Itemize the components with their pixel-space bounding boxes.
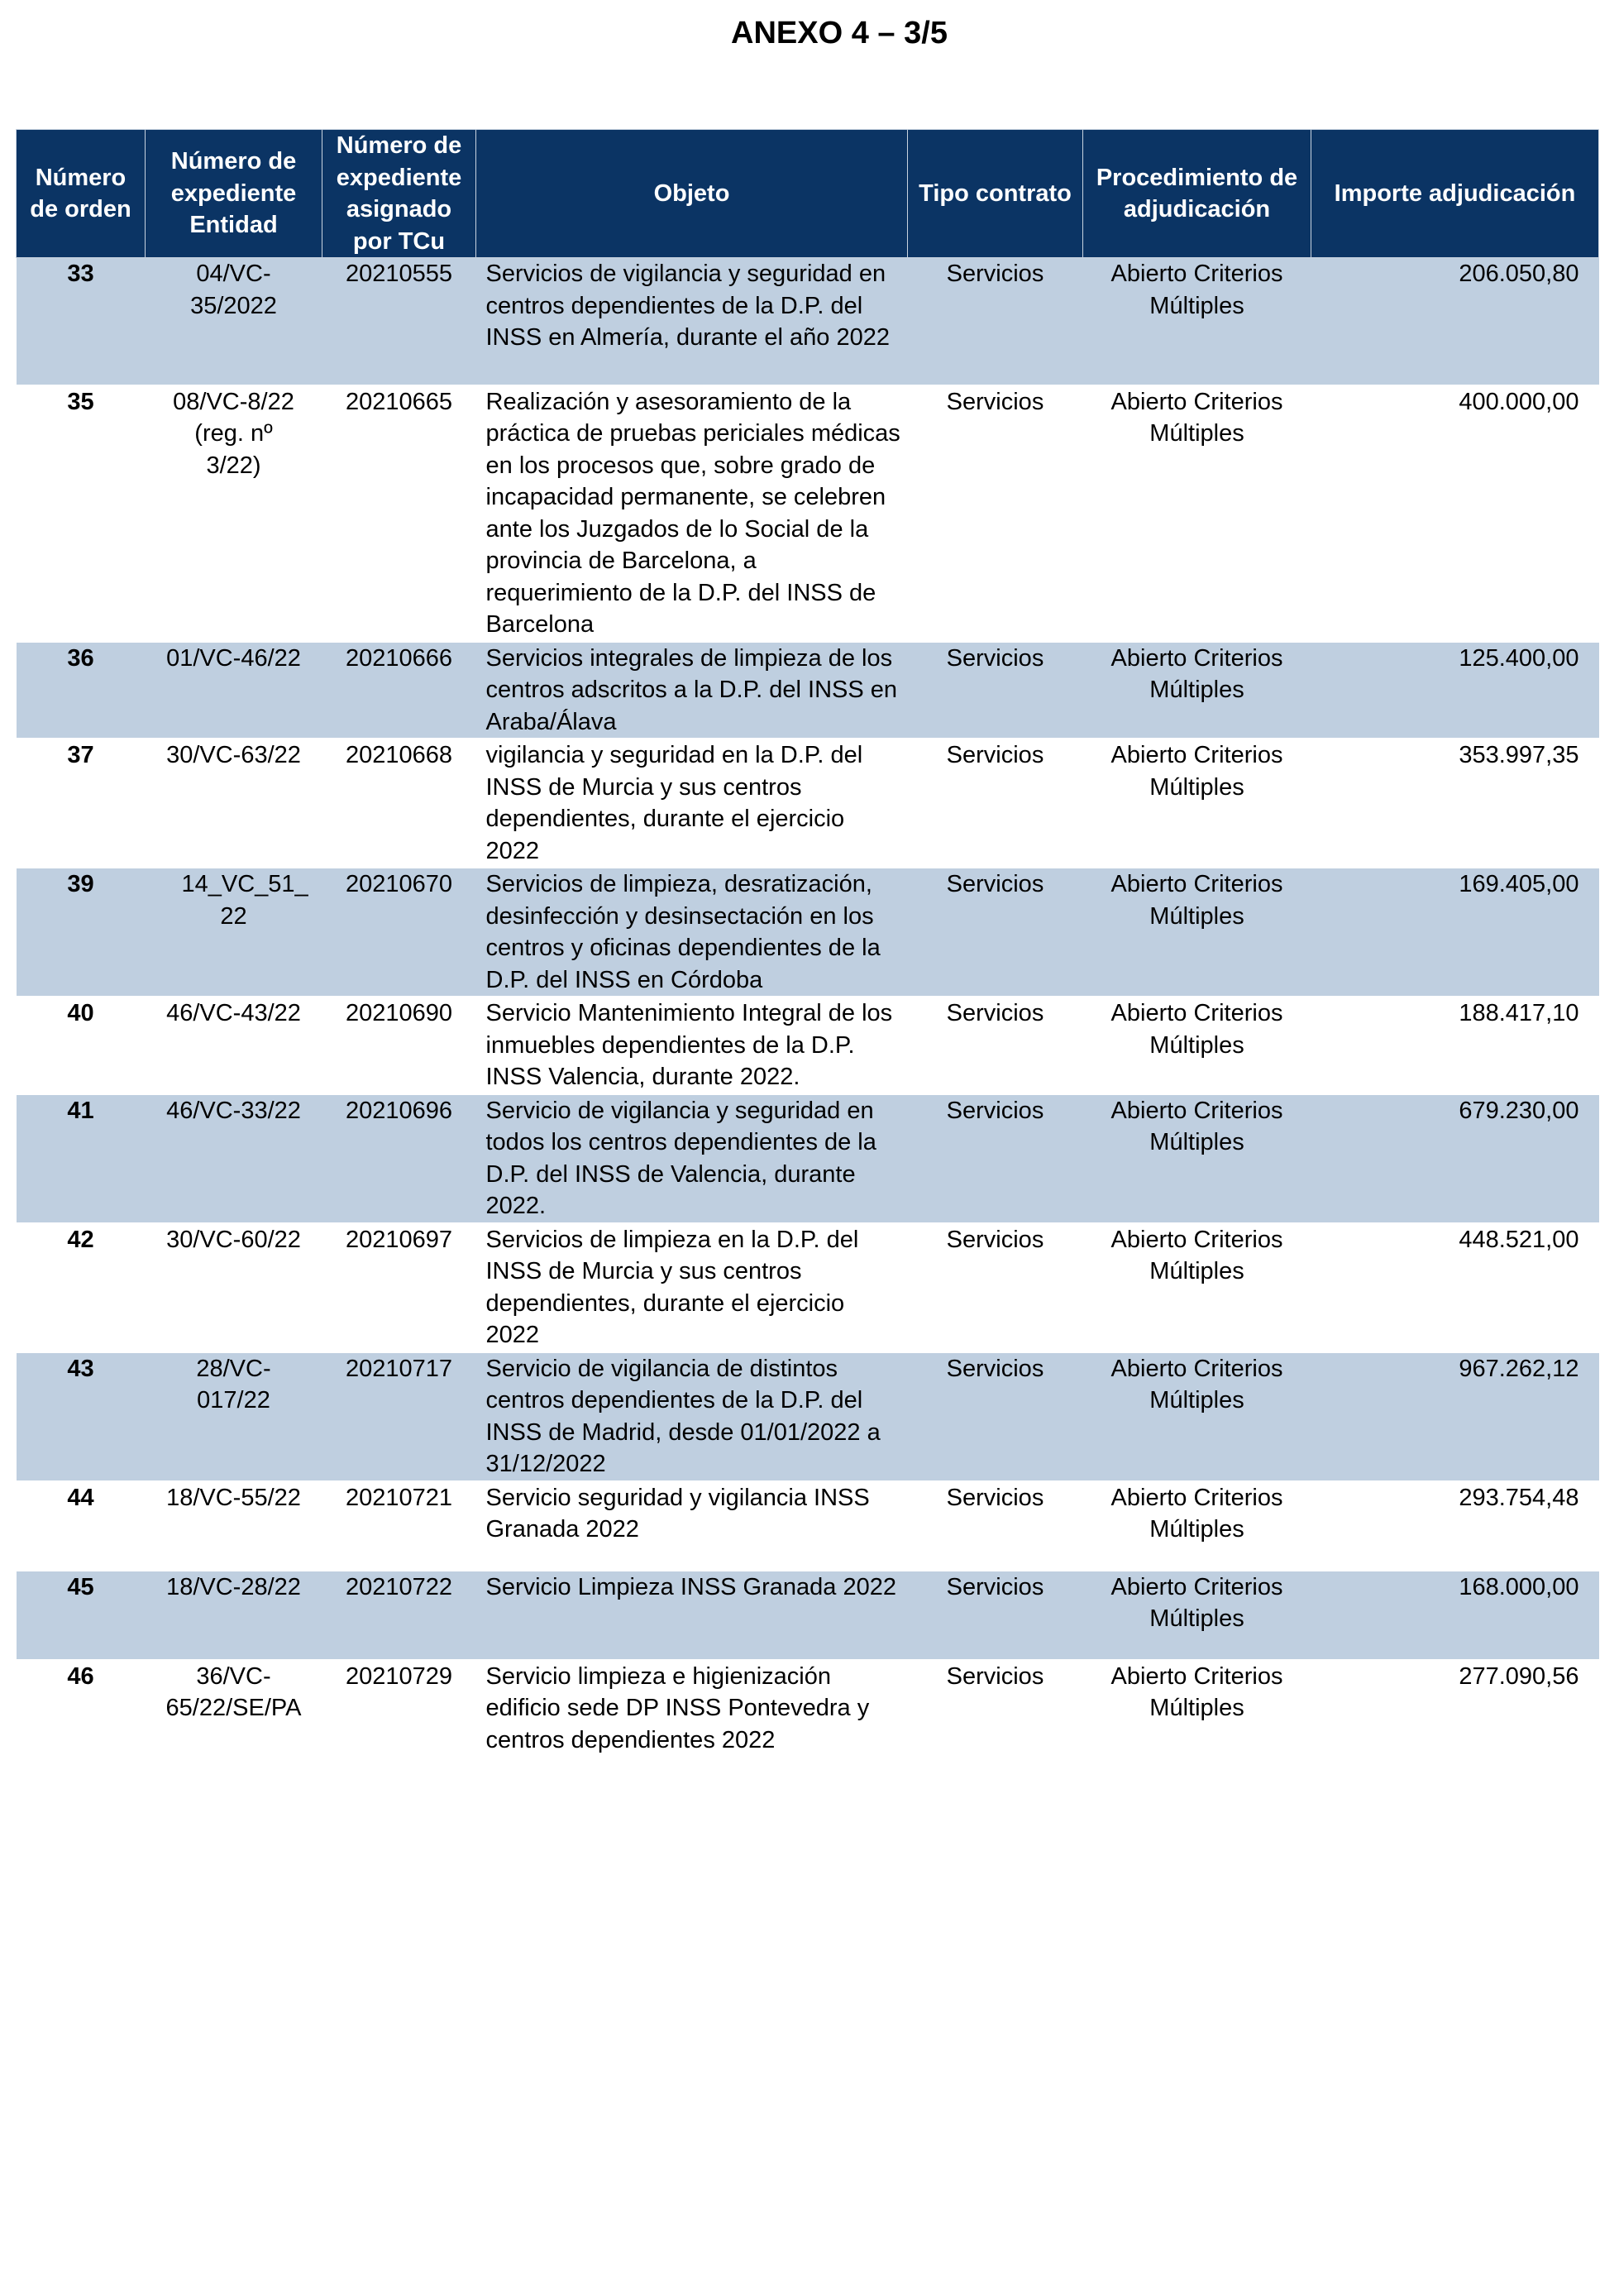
page-title: ANEXO 4 – 3/5 xyxy=(731,16,948,50)
header-orden: Número de orden xyxy=(17,130,146,258)
cell-procedimiento: Abierto Criterios Múltiples xyxy=(1083,997,1311,1094)
cell-tipo: Servicios xyxy=(908,385,1083,642)
contracts-table xyxy=(16,129,1599,1760)
cell-tcu: 20210717 xyxy=(322,1352,476,1481)
cell-orden: 45 xyxy=(17,1571,146,1660)
cell-procedimiento: Abierto Criterios Múltiples xyxy=(1083,739,1311,868)
cell-expediente: 36/VC-65/22/SE/PA xyxy=(146,1660,322,1759)
cell-expediente: 18/VC-28/22 xyxy=(146,1571,322,1660)
header-importe: Importe adjudicación xyxy=(1311,130,1599,258)
cell-orden: 44 xyxy=(17,1481,146,1571)
cell-procedimiento: Abierto Criterios Múltiples xyxy=(1083,1223,1311,1352)
cell-importe: 169.405,00 xyxy=(1311,868,1599,997)
cell-tcu: 20210729 xyxy=(322,1660,476,1759)
cell-importe: 353.997,35 xyxy=(1311,739,1599,868)
cell-orden: 46 xyxy=(17,1660,146,1759)
cell-importe: 293.754,48 xyxy=(1311,1481,1599,1571)
cell-orden: 43 xyxy=(17,1352,146,1481)
cell-tcu: 20210668 xyxy=(322,739,476,868)
cell-expediente: 28/VC-017/22 xyxy=(146,1352,322,1481)
cell-objeto: Servicio limpieza e higienización edificio sede DP INSS Pontevedra y centros dependientes 2022 xyxy=(476,1660,908,1759)
cell-orden: 39 xyxy=(17,868,146,997)
cell-objeto: Servicio seguridad y vigilancia INSS Granada 2022 xyxy=(476,1481,908,1571)
cell-importe: 277.090,56 xyxy=(1311,1660,1599,1759)
cell-orden: 37 xyxy=(17,739,146,868)
cell-objeto: Servicio Mantenimiento Integral de los inmuebles dependientes de la D.P. INSS Valencia, durante 2022. xyxy=(476,997,908,1094)
cell-tipo: Servicios xyxy=(908,258,1083,385)
cell-objeto: Servicios de vigilancia y seguridad en centros dependientes de la D.P. del INSS en Almería, durante el año 2022 xyxy=(476,258,908,385)
table-row xyxy=(17,1352,1599,1481)
cell-tcu: 20210721 xyxy=(322,1481,476,1571)
cell-procedimiento: Abierto Criterios Múltiples xyxy=(1083,642,1311,739)
cell-importe: 206.050,80 xyxy=(1311,258,1599,385)
cell-orden: 35 xyxy=(17,385,146,642)
cell-objeto: Servicios integrales de limpieza de los centros adscritos a la D.P. del INSS en Araba/Álava xyxy=(476,642,908,739)
cell-orden: 36 xyxy=(17,642,146,739)
table-row xyxy=(17,1571,1599,1660)
header-tcu: Número de expediente asignado por TCu xyxy=(322,130,476,258)
cell-procedimiento: Abierto Criterios Múltiples xyxy=(1083,1660,1311,1759)
cell-tcu: 20210665 xyxy=(322,385,476,642)
table-row xyxy=(17,642,1599,739)
table-row xyxy=(17,997,1599,1094)
table-row xyxy=(17,739,1599,868)
cell-expediente: 04/VC-35/2022 xyxy=(146,258,322,385)
cell-tcu: 20210666 xyxy=(322,642,476,739)
cell-expediente: 14_VC_51_ 22 xyxy=(146,868,322,997)
cell-tipo: Servicios xyxy=(908,1352,1083,1481)
cell-importe: 168.000,00 xyxy=(1311,1571,1599,1660)
cell-tcu: 20210696 xyxy=(322,1094,476,1223)
cell-expediente: 08/VC-8/22 (reg. nº 3/22) xyxy=(146,385,322,642)
cell-tipo: Servicios xyxy=(908,997,1083,1094)
cell-objeto: Servicio de vigilancia de distintos centros dependientes de la D.P. del INSS de Madrid, desde 01/01/2022 a 31/12/2022 xyxy=(476,1352,908,1481)
header-expediente: Número de expediente Entidad xyxy=(146,130,322,258)
cell-objeto: Servicio Limpieza INSS Granada 2022 xyxy=(476,1571,908,1660)
cell-objeto: vigilancia y seguridad en la D.P. del INSS de Murcia y sus centros dependientes, durante el ejercicio 2022 xyxy=(476,739,908,868)
header-objeto: Objeto xyxy=(476,130,908,258)
cell-tipo: Servicios xyxy=(908,1223,1083,1352)
cell-expediente: 30/VC-60/22 xyxy=(146,1223,322,1352)
table-row xyxy=(17,868,1599,997)
cell-importe: 967.262,12 xyxy=(1311,1352,1599,1481)
cell-procedimiento: Abierto Criterios Múltiples xyxy=(1083,1571,1311,1660)
cell-orden: 41 xyxy=(17,1094,146,1223)
cell-objeto: Servicios de limpieza, desratización, desinfección y desinsectación en los centros y oficinas dependientes de la D.P. del INSS en Córdoba xyxy=(476,868,908,997)
cell-tipo: Servicios xyxy=(908,1571,1083,1660)
header-tipo: Tipo contrato xyxy=(908,130,1083,258)
cell-orden: 33 xyxy=(17,258,146,385)
cell-tipo: Servicios xyxy=(908,642,1083,739)
cell-orden: 40 xyxy=(17,997,146,1094)
cell-tipo: Servicios xyxy=(908,739,1083,868)
cell-importe: 125.400,00 xyxy=(1311,642,1599,739)
cell-expediente: 18/VC-55/22 xyxy=(146,1481,322,1571)
cell-procedimiento: Abierto Criterios Múltiples xyxy=(1083,1352,1311,1481)
cell-tcu: 20210555 xyxy=(322,258,476,385)
cell-expediente: 46/VC-33/22 xyxy=(146,1094,322,1223)
header-procedimiento: Procedimiento de adjudicación xyxy=(1083,130,1311,258)
cell-tipo: Servicios xyxy=(908,868,1083,997)
table-row xyxy=(17,1660,1599,1759)
table-row xyxy=(17,1481,1599,1571)
cell-objeto: Servicio de vigilancia y seguridad en todos los centros dependientes de la D.P. del INSS de Valencia, durante 2022. xyxy=(476,1094,908,1223)
table-row xyxy=(17,385,1599,642)
cell-procedimiento: Abierto Criterios Múltiples xyxy=(1083,385,1311,642)
cell-expediente: 01/VC-46/22 xyxy=(146,642,322,739)
cell-importe: 679.230,00 xyxy=(1311,1094,1599,1223)
cell-orden: 42 xyxy=(17,1223,146,1352)
cell-importe: 448.521,00 xyxy=(1311,1223,1599,1352)
table-row xyxy=(17,1094,1599,1223)
table-row xyxy=(17,258,1599,385)
cell-tcu: 20210697 xyxy=(322,1223,476,1352)
cell-expediente: 46/VC-43/22 xyxy=(146,997,322,1094)
table-header-row xyxy=(17,130,1599,258)
cell-procedimiento: Abierto Criterios Múltiples xyxy=(1083,258,1311,385)
cell-importe: 188.417,10 xyxy=(1311,997,1599,1094)
cell-procedimiento: Abierto Criterios Múltiples xyxy=(1083,1094,1311,1223)
cell-objeto: Servicios de limpieza en la D.P. del INSS de Murcia y sus centros dependientes, durante el ejercicio 2022 xyxy=(476,1223,908,1352)
cell-tcu: 20210722 xyxy=(322,1571,476,1660)
cell-tipo: Servicios xyxy=(908,1481,1083,1571)
cell-objeto: Realización y asesoramiento de la práctica de pruebas periciales médicas en los procesos que, sobre grado de incapacidad permanente, se celebren ante los Juzgados de lo Social de la provincia de Barcelona, a requerimiento de la D.P. del INSS de Barcelona xyxy=(476,385,908,642)
cell-procedimiento: Abierto Criterios Múltiples xyxy=(1083,1481,1311,1571)
table-row xyxy=(17,1223,1599,1352)
cell-procedimiento: Abierto Criterios Múltiples xyxy=(1083,868,1311,997)
cell-importe: 400.000,00 xyxy=(1311,385,1599,642)
cell-tipo: Servicios xyxy=(908,1660,1083,1759)
cell-tcu: 20210690 xyxy=(322,997,476,1094)
cell-expediente: 30/VC-63/22 xyxy=(146,739,322,868)
cell-tipo: Servicios xyxy=(908,1094,1083,1223)
cell-tcu: 20210670 xyxy=(322,868,476,997)
